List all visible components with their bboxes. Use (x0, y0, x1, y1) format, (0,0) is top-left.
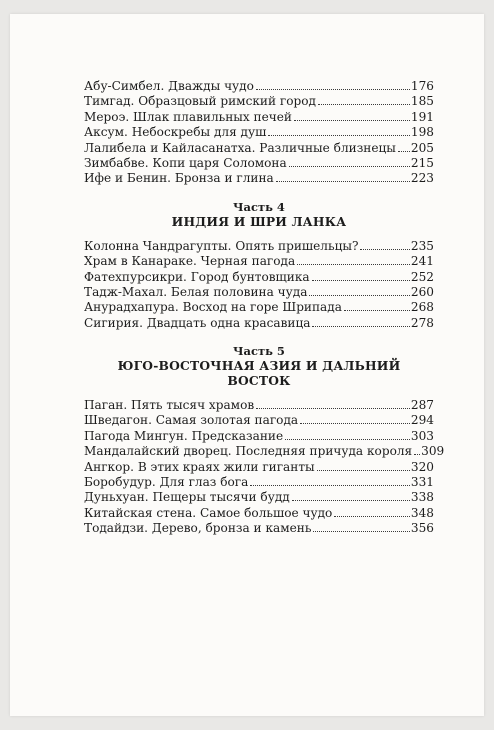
toc-entry-title: Аксум. Небоскребы для душ (84, 125, 267, 140)
toc-entry-page: 294 (410, 413, 434, 428)
toc-entry-title: Тимгад. Образцовый римский город (84, 94, 316, 109)
toc-entry-page: 331 (410, 475, 434, 490)
dot-leader (276, 181, 410, 182)
toc-entry (84, 521, 434, 536)
toc-entry (84, 125, 434, 140)
toc-entry-page: 198 (410, 125, 434, 140)
toc-entry (84, 316, 434, 331)
toc-entry (84, 506, 434, 521)
toc-entry (84, 239, 434, 254)
dot-leader (313, 531, 409, 532)
dot-leader (344, 310, 410, 311)
toc-entry-title: Мандалайский дворец. Последняя причуда короля (84, 444, 413, 459)
dot-leader (414, 454, 420, 455)
toc-entry-page: 348 (410, 505, 434, 520)
book-page (10, 14, 484, 716)
toc-entry (84, 460, 434, 475)
dot-leader (360, 249, 409, 250)
toc-entry-title: Боробудур. Для глаз бога (84, 475, 249, 490)
toc-entry (84, 141, 434, 156)
dot-leader (312, 280, 410, 281)
toc-entry-page: 235 (410, 238, 434, 253)
toc-entry-page: 191 (410, 109, 434, 124)
toc-entry-page: 303 (410, 428, 434, 443)
toc-entry-page: 338 (410, 490, 434, 505)
dot-leader (285, 439, 410, 440)
toc-entry-page: 278 (410, 315, 434, 330)
toc-entry-title: Сигирия. Двадцать одна красавица (84, 315, 311, 330)
toc-entry (84, 254, 434, 269)
toc-entry (84, 413, 434, 428)
toc-entry-title: Паган. Пять тысяч храмов (84, 398, 255, 413)
toc-section-part-4 (84, 239, 434, 331)
toc-entry (84, 285, 434, 300)
toc-entry-page: 287 (410, 398, 434, 413)
toc-entry-title: Ифе и Бенин. Бронза и глина (84, 171, 274, 186)
toc-entry (84, 79, 434, 94)
toc-entry-page: 176 (410, 79, 434, 93)
dot-leader (294, 120, 410, 121)
part-label: Часть 5 (233, 344, 285, 359)
dot-leader (398, 151, 410, 152)
toc-entry-title: Фатехпурсикри. Город бунтовщика (84, 269, 310, 284)
dot-leader (318, 104, 410, 105)
toc-entry-page: 205 (410, 140, 434, 155)
toc-entry (84, 490, 434, 505)
toc-entry-title: Лалибела и Кайласанатха. Различные близнецы (84, 140, 396, 155)
toc-entry (84, 94, 434, 109)
toc-entry-title: Абу-Симбел. Дважды чудо (84, 79, 254, 93)
toc-entry-title: Пагода Мингун. Предсказание (84, 428, 284, 443)
toc-entry-page: 356 (410, 521, 434, 536)
toc-entry-page: 252 (410, 269, 434, 284)
toc-entry (84, 171, 434, 186)
part-title: ИНДИЯ И ШРИ ЛАНКА (171, 213, 347, 229)
part-label: Часть 4 (233, 199, 285, 214)
toc-entry (84, 270, 434, 285)
toc-entry-title: Колонна Чандрагупты. Опять пришельцы? (84, 238, 359, 253)
toc-entry (84, 444, 445, 459)
dot-leader (312, 326, 409, 327)
dot-leader (256, 89, 410, 90)
toc-entry-title: Шведагон. Самая золотая пагода (84, 413, 299, 428)
dot-leader (289, 166, 410, 167)
toc-entry (84, 300, 434, 315)
toc-entry (84, 156, 434, 171)
toc-entry-title: Тодайдзи. Дерево, бронза и камень (84, 521, 312, 536)
toc-entry-page: 260 (410, 284, 434, 299)
toc-entry-title: Храм в Канараке. Черная пагода (84, 254, 296, 269)
toc-section-part-5 (84, 398, 445, 537)
part-heading-5 (84, 344, 434, 388)
toc-entry-page: 320 (410, 459, 434, 474)
dot-leader (297, 264, 410, 265)
dot-leader (309, 295, 410, 296)
toc-entry-title: Зимбабве. Копи царя Соломона (84, 155, 287, 170)
table-of-contents (84, 79, 445, 537)
toc-entry (84, 398, 434, 413)
toc-entry-title: Ангкор. В этих краях жили гиганты (84, 459, 315, 474)
toc-entry (84, 110, 434, 125)
toc-entry-page: 268 (410, 300, 434, 315)
toc-entry-title: Тадж-Махал. Белая половина чуда (84, 284, 308, 299)
dot-leader (250, 485, 410, 486)
dot-leader (334, 516, 410, 517)
toc-entry-page: 309 (421, 444, 445, 459)
toc-entry (84, 475, 434, 490)
toc-section-continued (84, 79, 434, 187)
toc-entry-page: 241 (410, 254, 434, 269)
toc-entry-title: Китайская стена. Самое большое чудо (84, 505, 333, 520)
dot-leader (300, 423, 410, 424)
toc-entry-page: 215 (410, 155, 434, 170)
dot-leader (268, 135, 410, 136)
toc-entry-title: Мероэ. Шлак плавильных печей (84, 109, 292, 124)
toc-entry-title: Дуньхуан. Пещеры тысячи будд (84, 490, 290, 505)
part-title: ЮГО-ВОСТОЧНАЯ АЗИЯ И ДАЛЬНИЙ ВОСТОК (117, 358, 401, 389)
toc-entry-page: 223 (410, 171, 434, 186)
toc-entry-title: Анурадхапура. Восход на горе Шрипада (84, 300, 342, 315)
toc-entry-page: 185 (410, 94, 434, 109)
dot-leader (256, 408, 410, 409)
toc-entry (84, 429, 434, 444)
part-heading-4 (84, 200, 434, 229)
dot-leader (317, 470, 410, 471)
dot-leader (292, 500, 410, 501)
